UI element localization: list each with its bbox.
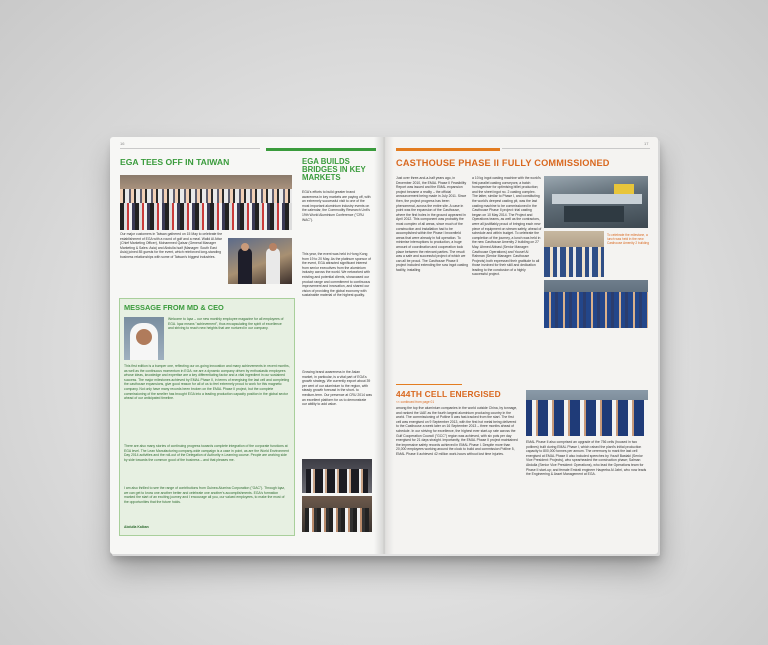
cell-ceremony-photo: [526, 390, 648, 436]
ceo-portrait-photo: [124, 317, 164, 360]
casthouse-photo-caption: To celebrate the milestone, a lunch was held in the new Casthouse Amenity 2 building: [607, 233, 649, 246]
taiwan-article-text: Our major customers in Taiwan gathered on 15 May to celebrate the establishment of EGA with a round of golf and a meal. Walid Al Attar (Chief Marketing Officer), Mohammed Qaisar (General Manager Marketing & Sales: Asia) and Abdulla Isaif (Manager: South East Asia) joined 85 guests for the event, which reinforced long-standing business relationships with some of Taiwan's biggest industries.: [120, 232, 223, 259]
md-message-paragraph-4: I am also thrilled to see the range of contributions from Guinea Alumina Corporation ("GAC"). Through Iqaz, we can get to know one another better and celebrate one another's accomplishments. EGA's formation marked the start of an exciting journey and I encourage all you, our valued employees, to make the most of the opportunities that the future holds.: [124, 486, 286, 504]
page-number-left: 16: [120, 141, 125, 146]
top-accent-orange: [396, 148, 500, 151]
cell-continued-note: << continued from page 01: [396, 400, 435, 404]
taiwan-group-photo: [120, 175, 292, 230]
page-number-right: 17: [644, 141, 649, 146]
top-rule-right: [502, 148, 650, 149]
headline-casthouse: CASTHOUSE PHASE II FULLY COMMISSIONED: [396, 158, 610, 168]
cell-column-1: among the top five aluminium companies in the world outside China, by tonnage, and ranked the UAE as the fourth largest aluminium producing country in the world. The commissioning of Potline 5 was fast-tracked from the start. The first cell was energised on 9 September 2013, with the first hot metal being delivered to the Casthouse a week later on 16 September 2013 – three months ahead of schedule. In our striving for excellence, the highest ever start-up rate across the Gulf Cooperation Council ("GCC") region was achieved, with six pots per day energised for 21 days straight. Importantly, the EMAL Phase II project maintained the impressive safety records achieved in EMAL Phase I. Despite more than 20,000 employees working around the clock to build and commission Potline 5, EMAL Phase II achieved 42 million work-hours without lost time injuries.: [396, 406, 518, 456]
bridges-text-2: This year, the event was held in Hong Kong from 19 to 20 May. As the platinum sponsor of the event, EGA attracted significant interest from senior executives from the aluminium industry across the world. We networked with existing and potential clients, showcased our product range and commitment to continuous improvement and innovation, and shared our vision of providing the global economy with sustainable material of the highest quality.: [302, 252, 371, 298]
headline-bridges: EGA BUILDS BRIDGES IN KEY MARKETS: [302, 157, 366, 183]
conference-group-photo: [302, 496, 372, 532]
bridges-text-1: EGA's efforts to build greater brand awareness in key markets are paying off, with an extremely successful visit to one of the most important aluminium industry events on the calendar, the Commodity Research Unit's 19th World Aluminium Conference ("CRU WAC").: [302, 190, 371, 222]
casthouse-workers-photo: [544, 280, 648, 328]
casthouse-column-1: Just over three-and-a-half years ago, in December 2010, the EMAL Phase II Feasibility Report was issued and the EMAL expansion project became a reality – the official announcement being made in July 2011. Since then, the project progress has been phenomenal, across the entire site. A case in point was the expansion of the Casthouse, where the first holes in the ground appeared in April 2012. This component was probably the most complex of all areas, since much of the construction and installation had to be accomplished within the Phase I brownfield areas that were already in full operation. To minimise interruptions to production, a huge amount of coordination and cooperation took place between the relevant parties. The result was a safe and successful project of which we can all be proud. The Casthouse Phase II project included extending the sow ingot casting facility, installing: [396, 176, 468, 272]
casthouse-machinery-photo: [544, 176, 648, 228]
casthouse-lunch-photo: [544, 231, 604, 277]
cell-column-2: EMAL Phase II also comprised an upgrade of the 756 cells (housed in two potlines) built during EMAL Phase I, which raised the plant's initial production capacity to 800,000 tonnes per annum. The ceremony to mark the last cell energised at EMAL Phase II also included speeches by Yousif Bastaki (Senior Vice President: Projects), who spearheaded the construction phase; Salman Abdulla (Senior Vice President: Operations), who lead the Operations team for Phase II start-up; and female Emirati engineer Haqeeba Al Jabri, who now leads the Engineering & Asset Management at EGA.: [526, 440, 647, 477]
headline-taiwan: EGA TEES OFF IN TAIWAN: [120, 157, 230, 167]
md-message-paragraph-3: There are also many stories of continuing progress towards complete integration of the corporate functions at EGA level. The Lean Manufacturing company-wide campaign is a case in point, as are the World Environment Day 2014 activities and the roll-out of the Delegation of Authority e-Learning course. People are working side by side towards the common good of the business – and that pleases me.: [124, 444, 289, 462]
conference-photo: [302, 459, 372, 493]
top-accent-green: [266, 148, 376, 151]
cell-section-rule: [396, 384, 462, 385]
md-message-intro: Welcome to Iqaz – our new monthly employee magazine for all employees of EGA. Iqaz means "achievement", thus encapsulating the spirit of excellence and striving to reach new heights that are nurtured in our company.: [168, 317, 284, 331]
bridges-text-3: Growing brand awareness in the Asian market, in particular, is a vital part of EGA's growth strategy. We currently export about 39 per cent of our aluminium to the region, with steady growth forecast in the short- to medium-term. Our presence at CRU 2014 was an excellent platform for us to demonstrate our ability to add value.: [302, 370, 372, 407]
md-message-paragraph-2: This first edition is a bumper one, reflecting our on-going innovation and many achievements in recent months, as well as the continuous momentum in EGA: we are a dynamic company driven by enthusiastic employees whose ideas, knowledge and expertise are a key differentiating factor and a vital ingredient in our sustained success. The major milestones achieved by EMAL Phase II, in terms of energising the last cell and completing the casthouse expansions, give good reason for all of us to feel extremely proud to work for this magnetic company. Not only have many records been broken on the EMAL Phase II project, but the complete commissioning of the smelter has brought EGA into a leading production capacity position in the global sector ahead of our anticipated timeline.: [124, 364, 290, 401]
spine-gutter: [374, 137, 394, 554]
top-rule-left: [120, 148, 260, 149]
taiwan-handshake-photo: [228, 238, 292, 284]
headline-cell-energised: 444TH CELL ENERGISED: [396, 389, 501, 399]
headline-md-message: MESSAGE FROM MD & CEO: [124, 303, 224, 312]
md-signature: Abdulla Kalban: [124, 525, 149, 529]
casthouse-column-2: a 10 kg ingot casting machine with the world's first parallel casting conveyors; a batch homogeniser for optimising billet production; and the sheet ingot no. 2 casting complex. The latter, similar to Phase I, and constituting the world's deepest casting pit, was the last casting machine to be commissioned in the Casthouse Phase II project: trial casting began on 10 May 2014. The Project and Operations teams, as well as the contractors, were all justifiably proud of bringing each new piece of equipment on stream safely, ahead of schedule and within budget. To celebrate the completion of the journey, a lunch was held in the new Casthouse Amenity 2 building on 27 May. Ahmed Abbasi (Senior Manager: Casthouse Operations) and Yousef Al Rahman (Senior Manager: Casthouse Projects) both expressed their gratitude to all those involved for their skill and dedication leading to the conclusion of a highly successful project.: [472, 176, 542, 277]
